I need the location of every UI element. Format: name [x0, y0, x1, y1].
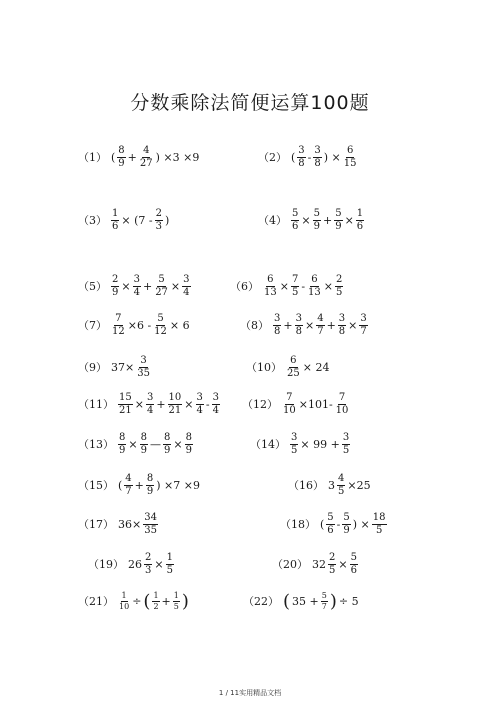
- numerator: 3: [133, 274, 140, 285]
- expression-text: ×: [301, 214, 311, 227]
- denominator: 8: [314, 158, 321, 169]
- fraction: [146, 393, 154, 416]
- problem-16: [288, 474, 372, 497]
- fraction: [342, 513, 350, 536]
- fraction: [282, 393, 297, 416]
- denominator: 4: [146, 405, 154, 416]
- denominator: 9: [140, 445, 147, 456]
- numerator: 8: [119, 432, 126, 443]
- expression-text: ×: [128, 438, 138, 451]
- numerator: 1: [356, 208, 364, 219]
- expression-text: ×: [154, 558, 164, 571]
- expression-text: +: [134, 479, 144, 492]
- fraction: [297, 146, 305, 169]
- fraction: [343, 146, 358, 169]
- expression-text: +: [127, 151, 137, 164]
- numerator: 6: [290, 355, 297, 366]
- denominator: 9: [146, 486, 154, 497]
- numerator: 4: [317, 313, 324, 324]
- numerator: 2: [145, 552, 152, 563]
- expression-text: ×: [338, 558, 348, 571]
- denominator: 7: [360, 326, 367, 337]
- expression-text: × 24: [302, 361, 330, 374]
- fraction: [359, 314, 367, 337]
- denominator: 5: [173, 602, 179, 611]
- numerator: 6: [346, 145, 354, 156]
- fraction: [326, 513, 334, 536]
- numerator: 15: [119, 392, 132, 403]
- denominator: 10: [335, 405, 349, 416]
- numerator: 7: [291, 274, 299, 285]
- denominator: 21: [119, 405, 132, 416]
- denominator: 5: [291, 287, 299, 298]
- numerator: 5: [158, 274, 165, 285]
- expression-text: 35 +: [292, 595, 319, 608]
- expression-text: ) ×: [323, 151, 341, 164]
- numerator: 3: [298, 145, 305, 156]
- expression-text: ×: [344, 214, 354, 227]
- fraction: [263, 275, 278, 298]
- problem-20: [272, 553, 359, 576]
- fraction: [316, 314, 324, 337]
- expression-text: -: [336, 518, 341, 531]
- problem-19: [88, 553, 175, 576]
- numerator: 3: [295, 313, 302, 324]
- page-title: 分数乘除法简便运算100题: [130, 92, 370, 114]
- fraction: [372, 513, 387, 536]
- big-paren: (: [143, 590, 151, 612]
- problem-5: [78, 275, 192, 298]
- numerator: 3: [338, 313, 346, 324]
- problem-7: [78, 314, 191, 337]
- expression-text: +: [142, 280, 153, 293]
- fraction: [111, 275, 119, 298]
- numerator: 3: [212, 392, 219, 403]
- denominator: 4: [196, 405, 203, 416]
- denominator: 5: [338, 486, 345, 497]
- problem-9: [78, 356, 152, 379]
- fraction: [291, 209, 299, 232]
- problem-11: [78, 393, 221, 416]
- problem-label: （15）: [78, 479, 114, 492]
- denominator: 35: [144, 525, 157, 536]
- numerator: 5: [343, 512, 350, 523]
- problem-label: （7）: [78, 319, 107, 332]
- problem-12: [242, 393, 350, 416]
- expression-text: +: [156, 398, 166, 411]
- expression-text: -: [301, 280, 306, 293]
- numerator: 2: [336, 274, 343, 285]
- numerator: 7: [286, 392, 293, 403]
- problem-21: [78, 592, 190, 611]
- numerator: 8: [140, 432, 147, 443]
- denominator: 9: [343, 525, 350, 536]
- fraction: [173, 592, 180, 611]
- denominator: 6: [350, 565, 357, 576]
- fraction: [140, 433, 148, 456]
- denominator: 6: [327, 525, 334, 536]
- expression-text: ÷: [132, 595, 142, 608]
- problem-label: （21）: [78, 595, 114, 608]
- expression-text: +: [283, 319, 293, 332]
- problem-label: （18）: [280, 518, 316, 531]
- numerator: 8: [118, 145, 125, 156]
- problem-label: （22）: [243, 595, 279, 608]
- numerator: 3: [140, 355, 147, 366]
- fraction: [124, 474, 132, 497]
- denominator: 6: [112, 221, 119, 232]
- fraction: [350, 553, 358, 576]
- numerator: 5: [313, 208, 320, 219]
- fraction: [153, 314, 168, 337]
- problem-3: [78, 209, 170, 232]
- numerator: 8: [185, 432, 192, 443]
- denominator: 5: [329, 565, 336, 576]
- numerator: 1: [112, 208, 119, 219]
- fraction: [118, 592, 130, 611]
- big-paren: (: [283, 590, 291, 612]
- expression-text: ): [164, 214, 170, 227]
- denominator: 13: [308, 287, 321, 298]
- expression-text: × 99 +: [300, 438, 340, 451]
- expression-text: —: [149, 438, 161, 451]
- denominator: 3: [155, 221, 162, 232]
- expression-text: (: [320, 518, 325, 531]
- expression-text: ×: [184, 398, 194, 411]
- fraction: [313, 146, 321, 169]
- numerator: 5: [350, 552, 357, 563]
- denominator: 35: [137, 368, 150, 379]
- numerator: 6: [311, 274, 318, 285]
- expression-text: +: [326, 319, 336, 332]
- fraction: [152, 592, 159, 611]
- expression-text: -: [205, 398, 210, 411]
- problem-label: （1）: [78, 151, 107, 164]
- numerator: 1: [173, 591, 179, 600]
- fraction: [290, 433, 298, 456]
- problem-13: [78, 433, 194, 456]
- fraction: [335, 275, 343, 298]
- denominator: 12: [112, 326, 125, 337]
- expression-text: -: [307, 151, 312, 164]
- fraction: [196, 393, 204, 416]
- denominator: 3: [145, 565, 152, 576]
- denominator: 9: [185, 445, 192, 456]
- fraction: [136, 356, 151, 379]
- expression-text: × (7 -: [121, 214, 153, 227]
- denominator: 10: [283, 405, 296, 416]
- numerator: 7: [338, 392, 346, 403]
- numerator: 3: [196, 392, 203, 403]
- fraction: [342, 433, 350, 456]
- fraction: [334, 209, 342, 232]
- expression-text: ×6 -: [127, 319, 152, 332]
- expression-text: ×: [170, 280, 181, 293]
- denominator: 8: [274, 326, 281, 337]
- fraction: [143, 513, 158, 536]
- expression-text: (: [111, 151, 116, 164]
- problem-label: （6）: [230, 280, 259, 293]
- fraction: [118, 393, 133, 416]
- denominator: 12: [154, 326, 167, 337]
- problem-label: （11）: [78, 398, 114, 411]
- fraction: [338, 314, 346, 337]
- numerator: 5: [292, 208, 299, 219]
- problem-8: [240, 314, 369, 337]
- expression-text: ×: [134, 398, 144, 411]
- denominator: 7: [321, 602, 327, 611]
- big-paren: ): [181, 590, 189, 612]
- problem-label: （14）: [250, 438, 286, 451]
- numerator: 5: [321, 591, 327, 600]
- expression-text: ×25: [347, 479, 371, 492]
- problem-4: [258, 209, 365, 232]
- fraction: [286, 356, 301, 379]
- problem-label: （5）: [78, 280, 107, 293]
- fraction: [146, 474, 154, 497]
- denominator: 8: [338, 326, 346, 337]
- fraction: [273, 314, 281, 337]
- fraction: [168, 393, 183, 416]
- fraction: [291, 275, 299, 298]
- problem-label: （3）: [78, 214, 107, 227]
- expression-text: (: [118, 479, 123, 492]
- numerator: 6: [267, 274, 274, 285]
- numerator: 2: [329, 552, 336, 563]
- expression-text: ) ×3 ×9: [155, 151, 200, 164]
- fraction: [328, 553, 336, 576]
- problem-label: （19）: [88, 558, 124, 571]
- denominator: 5: [375, 525, 383, 536]
- denominator: 8: [295, 326, 302, 337]
- fraction: [313, 209, 321, 232]
- problem-18: [280, 513, 388, 536]
- fraction: [139, 146, 154, 169]
- denominator: 2: [153, 602, 159, 611]
- fraction: [163, 433, 171, 456]
- fraction: [117, 146, 125, 169]
- numerator: 1: [153, 591, 159, 600]
- denominator: 8: [298, 158, 305, 169]
- fraction: [335, 393, 350, 416]
- numerator: 3: [291, 432, 298, 443]
- problem-6: [230, 275, 344, 298]
- numerator: 3: [146, 392, 154, 403]
- expression-text: 36×: [118, 518, 142, 531]
- fraction: [337, 474, 345, 497]
- expression-text: +: [322, 214, 333, 227]
- expression-text: ÷ 5: [338, 595, 359, 608]
- denominator: 9: [118, 158, 125, 169]
- denominator: 9: [335, 221, 342, 232]
- denominator: 21: [168, 405, 182, 416]
- problem-label: （2）: [258, 151, 287, 164]
- expression-text: × 6: [169, 319, 190, 332]
- problem-label: （20）: [272, 558, 308, 571]
- fraction: [307, 275, 322, 298]
- fraction: [321, 592, 328, 611]
- problem-label: （17）: [78, 518, 114, 531]
- expression-text: ×: [173, 438, 183, 451]
- numerator: 5: [335, 208, 342, 219]
- denominator: 25: [287, 368, 300, 379]
- expression-text: 32: [312, 558, 326, 571]
- expression-text: ×: [279, 280, 289, 293]
- fraction: [118, 433, 126, 456]
- fraction: [212, 393, 220, 416]
- problem-1: [78, 146, 200, 169]
- numerator: 3: [183, 274, 190, 285]
- expression-text: ) ×7 ×9: [156, 479, 200, 492]
- denominator: 9: [163, 445, 171, 456]
- expression-text: (: [291, 151, 296, 164]
- problem-label: （9）: [78, 361, 107, 374]
- numerator: 18: [372, 512, 386, 523]
- numerator: 3: [342, 432, 350, 443]
- expression-text: 3: [328, 479, 335, 492]
- fraction: [111, 314, 126, 337]
- fraction: [356, 209, 364, 232]
- numerator: 3: [274, 313, 281, 324]
- numerator: 7: [115, 313, 122, 324]
- denominator: 9: [119, 445, 126, 456]
- expression-text: 37×: [111, 361, 135, 374]
- denominator: 5: [336, 287, 343, 298]
- fraction: [111, 209, 119, 232]
- denominator: 27: [139, 158, 153, 169]
- denominator: 7: [125, 486, 132, 497]
- expression-text: ) ×: [352, 518, 370, 531]
- page-footer: 1 / 11实用精品文档: [218, 689, 282, 697]
- expression-text: ×: [121, 280, 131, 293]
- problem-2: [258, 146, 359, 169]
- expression-text: ×: [323, 280, 333, 293]
- numerator: 4: [125, 473, 132, 484]
- fraction: [154, 275, 169, 298]
- numerator: 3: [360, 313, 367, 324]
- denominator: 9: [313, 221, 320, 232]
- denominator: 15: [343, 158, 357, 169]
- problem-22: [243, 592, 360, 611]
- denominator: 4: [212, 405, 219, 416]
- fraction: [185, 433, 193, 456]
- denominator: 4: [183, 287, 190, 298]
- problem-14: [250, 433, 351, 456]
- denominator: 4: [133, 287, 140, 298]
- problem-label: （16）: [288, 479, 324, 492]
- denominator: 5: [166, 565, 173, 576]
- expression-text: ×101-: [298, 398, 333, 411]
- fraction: [155, 209, 163, 232]
- denominator: 6: [356, 221, 364, 232]
- numerator: 3: [314, 145, 321, 156]
- problem-10: [246, 356, 330, 379]
- denominator: 10: [119, 602, 130, 611]
- problem-15: [78, 474, 201, 497]
- fraction: [144, 553, 152, 576]
- numerator: 5: [327, 512, 334, 523]
- fraction: [182, 275, 190, 298]
- problem-label: （10）: [246, 361, 282, 374]
- expression-text: +: [161, 595, 171, 608]
- expression-text: ×: [304, 319, 315, 332]
- numerator: 8: [163, 432, 171, 443]
- problem-label: （13）: [78, 438, 114, 451]
- numerator: 2: [155, 208, 162, 219]
- denominator: 27: [155, 287, 168, 298]
- fraction: [133, 275, 141, 298]
- denominator: 7: [317, 326, 324, 337]
- denominator: 13: [264, 287, 277, 298]
- denominator: 9: [112, 287, 119, 298]
- problem-label: （4）: [258, 214, 287, 227]
- numerator: 1: [121, 591, 127, 600]
- denominator: 5: [342, 445, 350, 456]
- fraction: [166, 553, 174, 576]
- numerator: 2: [112, 274, 119, 285]
- numerator: 34: [144, 512, 157, 523]
- numerator: 4: [143, 145, 150, 156]
- big-paren: ): [329, 590, 337, 612]
- numerator: 10: [168, 392, 182, 403]
- numerator: 4: [338, 473, 345, 484]
- numerator: 5: [157, 313, 164, 324]
- numerator: 8: [146, 473, 154, 484]
- denominator: 6: [292, 221, 299, 232]
- fraction: [295, 314, 303, 337]
- problem-label: （12）: [242, 398, 278, 411]
- numerator: 1: [166, 552, 173, 563]
- expression-text: ×: [348, 319, 358, 332]
- problem-label: （8）: [240, 319, 269, 332]
- expression-text: 26: [128, 558, 142, 571]
- denominator: 5: [291, 445, 298, 456]
- problem-17: [78, 513, 159, 536]
